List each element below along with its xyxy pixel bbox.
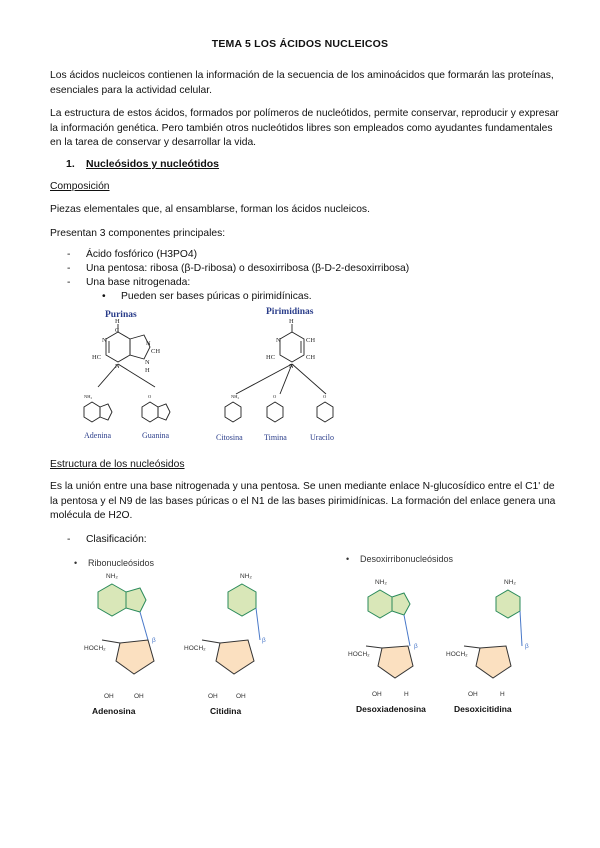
composicion-text: Piezas elementales que, al ensamblarse, forman los ácidos nucleicos. — [50, 204, 370, 215]
sub-list-item: Pueden ser bases púricas o pirimidínicas. — [121, 291, 312, 302]
desoxicitidina-label: Desoxicitidina — [454, 704, 512, 714]
svg-text:NH₂: NH₂ — [231, 394, 240, 399]
svg-text:•: • — [346, 554, 350, 564]
svg-text:N: N — [115, 363, 120, 370]
list-item: Una pentosa: ribosa (β-D-ribosa) o desoxirribosa (β-D-2-desoxirribosa) — [86, 263, 410, 274]
svg-text:C: C — [115, 328, 120, 334]
citidina-label: Citidina — [210, 706, 242, 716]
purine-ring-5 — [130, 335, 150, 359]
svg-text:OH: OH — [134, 693, 144, 700]
intro-paragraph-2: La estructura de estos ácidos, formados por polímeros de nucleótidos, permite conservar, reproducir y expresar la información genética. Pero también otros nucleótidos libres son empleados como ayudantes fundamentales en la tarea de conservar y desarrollar la vida. — [50, 108, 559, 148]
svg-text:H: H — [115, 318, 120, 325]
guanina-label: Guanina — [142, 431, 170, 440]
section-heading-nucleosidos — [66, 158, 219, 170]
adenosina-structure — [98, 584, 154, 674]
uracilo-label: Uracilo — [310, 433, 334, 442]
adenosina-label: Adenosina — [92, 706, 136, 716]
svg-text:H: H — [500, 691, 505, 698]
list-item: Ácido fosfórico (H3PO4) — [86, 249, 198, 260]
svg-text:H: H — [404, 691, 409, 698]
svg-text:NH₂: NH₂ — [504, 579, 516, 586]
svg-text:H: H — [145, 367, 150, 374]
list-dash: - — [67, 277, 71, 288]
svg-text:CH: CH — [306, 354, 316, 361]
svg-text:CH: CH — [306, 337, 316, 344]
ribonucleosidos-title: Ribonucleósidos — [88, 558, 155, 568]
svg-text:N: N — [145, 359, 150, 366]
timina-label: Timina — [264, 433, 287, 442]
svg-text:NH₂: NH₂ — [84, 394, 93, 399]
svg-text:O: O — [273, 394, 277, 399]
list-dash: - — [67, 263, 71, 274]
section-title: Nucleósidos y nucleótidos — [86, 158, 220, 170]
clasificacion-text: Clasificación: — [86, 534, 147, 545]
svg-text:HC: HC — [266, 354, 276, 361]
svg-text:NH₂: NH₂ — [106, 573, 118, 580]
svg-text:•: • — [74, 558, 78, 568]
svg-text:N: N — [289, 363, 294, 370]
desoxirribonucleosidos-title: Desoxirribonucleósidos — [360, 554, 454, 564]
nucleosides-figure — [70, 548, 540, 720]
svg-text:NH₂: NH₂ — [240, 573, 252, 580]
svg-text:β: β — [414, 643, 418, 650]
citidina-structure — [202, 584, 260, 674]
nitrogenous-bases-figure — [70, 302, 370, 444]
sub-bullet-dot: • — [102, 291, 106, 302]
composicion-label: Composición — [50, 181, 110, 192]
svg-text:O: O — [323, 394, 327, 399]
svg-text:NH₂: NH₂ — [375, 579, 387, 586]
svg-text:OH: OH — [468, 691, 478, 698]
svg-text:HOCH₂: HOCH₂ — [348, 651, 370, 658]
list-dash: - — [67, 249, 71, 260]
pirimidinas-title: Pirimidinas — [266, 307, 314, 317]
svg-text:OH: OH — [372, 691, 382, 698]
svg-text:β: β — [262, 637, 266, 644]
svg-text:β: β — [525, 643, 529, 650]
svg-text:H: H — [289, 318, 294, 325]
svg-text:HOCH₂: HOCH₂ — [84, 645, 106, 652]
list-item: Una base nitrogenada: — [86, 277, 191, 288]
citosina-label: Citosina — [216, 433, 243, 442]
desoxiadenosina-label: Desoxiadenosina — [356, 704, 426, 714]
svg-text:HOCH₂: HOCH₂ — [446, 651, 468, 658]
purine-ring-6 — [106, 332, 130, 362]
estructura-text: Es la unión entre una base nitrogenada y una pentosa. Se unen mediante enlace N-glucosídico entre el C1' de la pentosa y el N9 de las bases púricas o el N1 de las bases pirimidínicas. La formación del enlace genera una molécula de H2O. — [50, 481, 556, 521]
estructura-label: Estructura de los nucleósidos — [50, 459, 185, 470]
page-title: TEMA 5 LOS ÁCIDOS NUCLEICOS — [211, 38, 389, 50]
svg-text:HOCH₂: HOCH₂ — [184, 645, 206, 652]
purinas-title: Purinas — [105, 310, 137, 320]
svg-text:HC: HC — [92, 354, 102, 361]
presentan-text: Presentan 3 componentes principales: — [50, 228, 226, 239]
adenina-label: Adenina — [84, 431, 112, 440]
pyrimidine-ring — [280, 332, 304, 362]
svg-text:N: N — [276, 337, 281, 344]
svg-text:CH: CH — [151, 348, 161, 355]
section-number: 1. — [66, 158, 75, 170]
svg-text:O: O — [148, 394, 152, 399]
intro-paragraph-1: Los ácidos nucleicos contienen la información de la secuencia de los aminoácidos que formarán las proteínas, esenciales para la actividad celular. — [50, 70, 554, 96]
svg-text:OH: OH — [236, 693, 246, 700]
svg-text:N: N — [146, 340, 151, 347]
svg-text:OH: OH — [208, 693, 218, 700]
list-dash: - — [67, 534, 71, 545]
svg-text:OH: OH — [104, 693, 114, 700]
svg-text:N: N — [102, 337, 107, 344]
desoxiadenosina-structure — [366, 590, 413, 678]
desoxicitidina-structure — [464, 590, 522, 678]
svg-text:β: β — [152, 637, 156, 644]
